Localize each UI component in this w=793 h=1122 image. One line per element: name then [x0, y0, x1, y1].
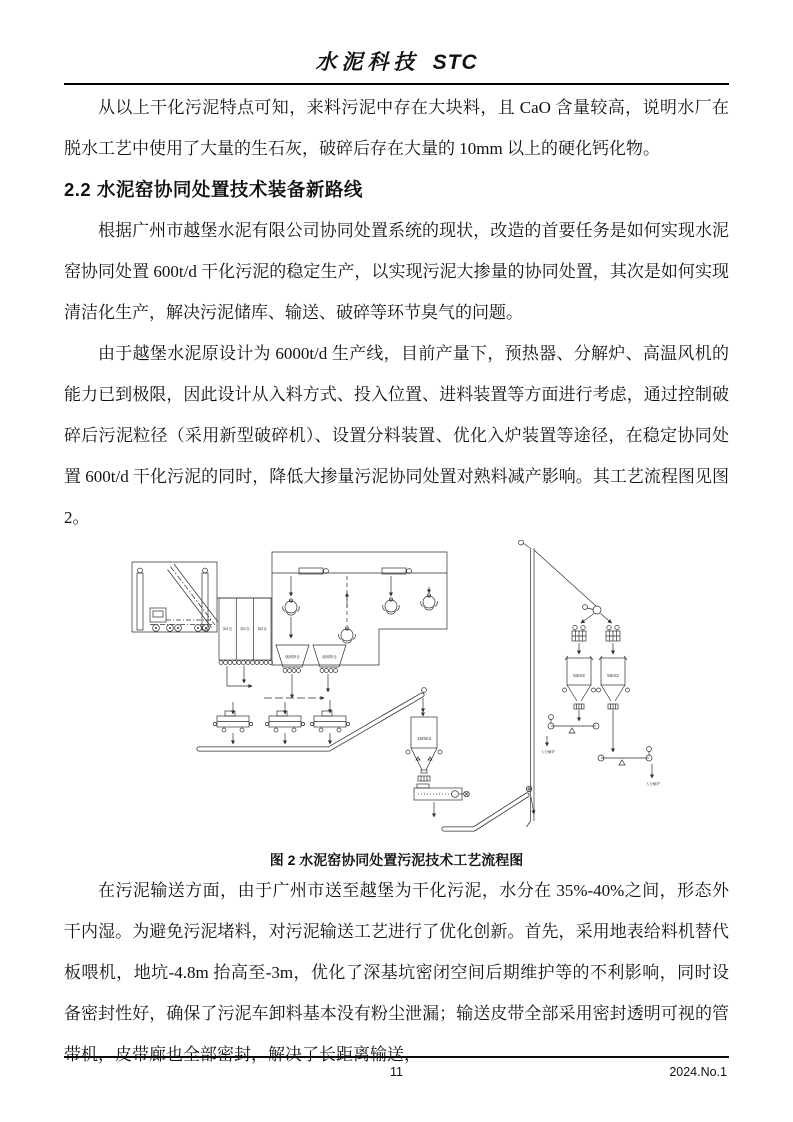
calciner-feed-conveyors: [541, 710, 661, 786]
transfer-arrows: [227, 666, 330, 714]
hopper-2-label: 破碎降仓: [322, 655, 337, 659]
crusher-feeders: [213, 711, 349, 744]
journal-title-en: STC: [432, 51, 478, 74]
dest-left-label: 入分解炉: [540, 750, 556, 754]
bin-50-label: 50m3: [607, 673, 619, 678]
unload-bin-2-label: 卸2仓: [240, 627, 250, 631]
journal-title: [64, 46, 729, 76]
header-divider: [64, 83, 729, 85]
unload-bin-3-label: 卸3仓: [257, 627, 267, 631]
unload-bin-1-label: 卸1仓: [223, 627, 233, 631]
page-number: 11: [390, 1065, 403, 1079]
paragraph-intro: 从以上干化污泥特点可知，来料污泥中存在大块料，且 CaO 含量较高，说明水厂在脱水工艺中使用了大量的生石灰，破碎后存在大量的 10mm 以上的硬化钙化物。: [64, 98, 729, 158]
surge-bin-150: [406, 713, 469, 817]
bin-150-label: 150m3: [416, 736, 432, 741]
paragraph-design: 由于越堡水泥原设计为 6000t/d 生产线，目前产量下，预热器、分解炉、高温风机的能力已到极限，因此设计从入料方式、投入位置、进料装置等方面进行考虑，通过控制破碎后污泥粒径（采用新型破碎机）、设置分料装置、优化入炉装置等途径，在稳定协同处置 600t/d 干化污泥的同时，降低大掺量污泥协同处置对熟料减产影响。其工艺流程图见图 2。: [64, 344, 729, 527]
screw-conveyor-icon: [219, 661, 273, 665]
unloading-bins: [217, 598, 273, 665]
section-heading-2-2: 2.2 水泥窑协同处置技术装备新路线: [64, 179, 363, 200]
dest-right-label: 入分解炉: [645, 782, 661, 786]
pipe-conveyor-2: [444, 786, 534, 829]
bin-53-label: 53m3: [573, 673, 585, 678]
paragraph-status: 根据广州市越堡水泥有限公司协同处置系统的现状，改造的首要任务是如何实现水泥窑协同处置 600t/d 干化污泥的稳定生产，以实现污泥大掺量的协同处置，其次是如何实现清洁化生产，解决污泥储库、输送、破碎等环节臭气的问题。: [64, 221, 729, 322]
truck-unloading-hall: [132, 562, 218, 632]
process-flow-diagram: [114, 540, 704, 845]
elevator-tower: [519, 540, 620, 827]
hopper-1-label: 破碎降仓: [285, 655, 300, 659]
discharge-hoppers: [276, 645, 346, 673]
dosing-bins: [563, 656, 630, 709]
paragraph-conveying: 在污泥输送方面，由于广州市送至越堡为干化污泥，水分在 35%-40%之间，形态外干内湿。为避免污泥堵料，对污泥输送工艺进行了优化创新。首先，采用地表给料机替代板喂机，地坑-4.8m 抬高至-3m，优化了深基坑密闭空间后期维护等的不利影响，同时设备密封性好，确保了污泥车卸料基本没有粉尘泄漏；输送皮带全部采用密封透明可视的管带机，皮带廊也全部密封，解决了长距离输送，: [64, 881, 729, 1064]
figure-2: [64, 540, 729, 848]
journal-title-cn: 水泥科技: [315, 50, 420, 74]
page-footer: [64, 1056, 729, 1084]
figure-2-caption: 图 2 水泥窑协同处置污泥技术工艺流程图: [269, 852, 524, 868]
dump-truck-icon: [150, 608, 212, 631]
grab-crane-hall: [272, 552, 447, 665]
issue-number: 2024.No.1: [669, 1065, 727, 1079]
